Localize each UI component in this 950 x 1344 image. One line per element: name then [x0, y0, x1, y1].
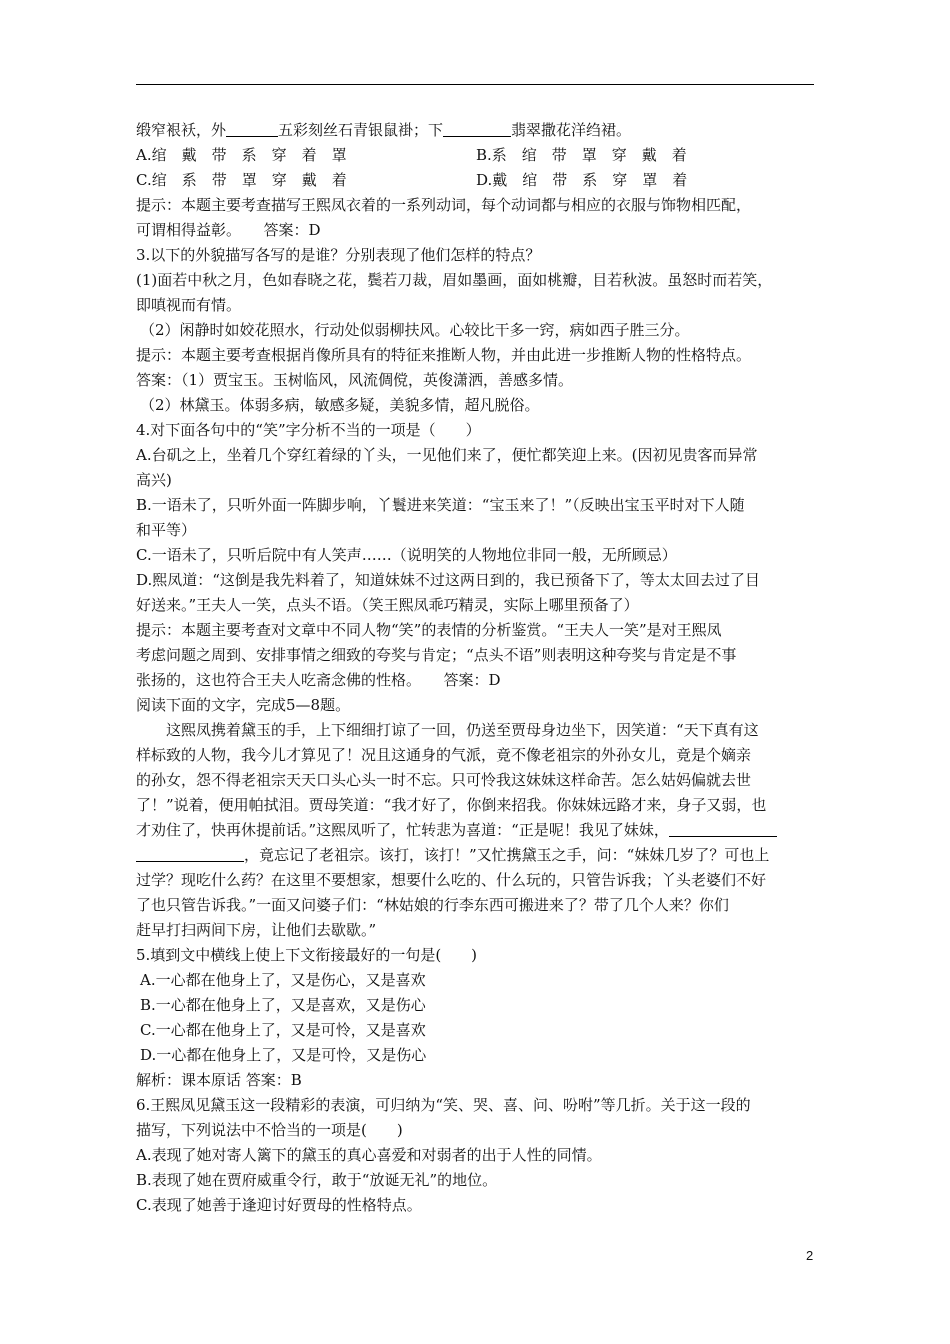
q4-option-d: D.熙凤道：“这倒是我先料着了，知道妹妹不过这两日到的，我已预备下了，等太太回去过了目	[136, 571, 760, 589]
q2-answer: 可谓相得益彰。 答案：D	[136, 221, 321, 239]
answer-blank	[669, 820, 777, 837]
q3-hint: 提示：本题主要考查根据肖像所具有的特征来推断人物，并由此进一步推断人物的性格特点。	[136, 346, 752, 364]
q3-question: 3.以下的外貌描写各写的是谁？分别表现了他们怎样的特点？	[136, 246, 541, 264]
q2-option-a: A.绾 戴 带 系 穿 着 罩	[136, 146, 347, 164]
q3-passage-2: （2）闲静时如姣花照水，行动处似弱柳扶风。心较比干多一窍，病如西子胜三分。	[140, 321, 690, 339]
q5-option-c: C.一心都在他身上了，又是可怜，又是喜欢	[140, 1021, 426, 1039]
answer-blank	[443, 120, 511, 137]
reading-line: 赶早打扫两间下房，让他们去歇歇。”	[136, 921, 377, 939]
q6-option-c: C.表现了她善于逢迎讨好贾母的性格特点。	[136, 1196, 422, 1214]
q2-option-b: B.系 绾 带 罩 穿 戴 着	[476, 146, 687, 164]
q6-option-a: A.表现了她对寄人篱下的黛玉的真心喜爱和对弱者的出于人性的同情。	[136, 1146, 602, 1164]
q2-options-row2	[136, 168, 816, 193]
q6-option-b: B.表现了她在贾府威重令行，敢于“放诞无礼”的地位。	[136, 1171, 498, 1189]
q2-option-d: D.戴 绾 带 系 穿 罩 着	[476, 171, 688, 189]
q2-hint: 提示：本题主要考查描写王熙凤衣着的一系列动词，每个动词都与相应的衣服与饰物相匹配，	[136, 196, 752, 214]
q4-option-b-cont: 和平等）	[136, 521, 197, 539]
answer-blank	[136, 845, 244, 862]
q2-option-c: C.绾 系 带 罩 穿 戴 着	[136, 171, 347, 189]
q3-passage-1: (1)面若中秋之月，色如春晓之花，鬓若刀裁，眉如墨画，面如桃瓣，目若秋波。虽怒时而若笑，	[136, 271, 773, 289]
q4-option-a-cont: 高兴)	[136, 471, 172, 489]
q4-answer: 张扬的，这也符合王夫人吃斋念佛的性格。 答案：D	[136, 671, 501, 689]
q2-stem: 缎窄裉袄，外 五彩刻丝石青银鼠褂；下 翡翠撒花洋绉裙。	[136, 121, 632, 139]
q4-hint-cont: 考虑问题之周到、安排事情之细致的夸奖与肯定；“点头不语”则表明这种夸奖与肯定是不事	[136, 646, 737, 664]
reading-line: 才劝住了，快再休提前话。”这熙凤听了，忙转悲为喜道：“正是呢！我见了妹妹，	[136, 818, 816, 843]
q3-answer-2: （2）林黛玉。体弱多病，敏感多疑，美貌多情，超凡脱俗。	[140, 396, 540, 414]
reading-line: 了！”说着，便用帕拭泪。贾母笑道：“我才好了，你倒来招我。你妹妹远路才来，身子又弱，也	[136, 796, 767, 814]
reading-line: 的孙女，怨不得老祖宗天天口头心头一时不忘。只可怜我这妹妹这样命苦。怎么姑妈偏就去世	[136, 771, 752, 789]
reading-line: 过学？现吃什么药？在这里不要想家，想要什么吃的、什么玩的，只管告诉我；丫头老婆们不好	[136, 871, 767, 889]
q5-option-a: A.一心都在他身上了，又是伤心，又是喜欢	[140, 971, 426, 989]
q5-option-d: D.一心都在他身上了，又是可怜，又是伤心	[140, 1046, 427, 1064]
q4-option-a: A.台矶之上，坐着几个穿红着绿的丫头，一见他们来了，便忙都笑迎上来。(因初见贵客而异常	[136, 446, 758, 464]
reading-line: 了也只管告诉我。”一面又问婆子们：“林姑娘的行李东西可搬进来了？带了几个人来？你们	[136, 896, 729, 914]
q4-option-b: B.一语未了，只听外面一阵脚步响，丫鬟进来笑道：“宝玉来了！”（反映出宝玉平时对下人随	[136, 496, 745, 514]
q5-question: 5.填到文中横线上使上下文衔接最好的一句是( )	[136, 946, 478, 964]
header-rule	[136, 84, 814, 85]
reading-line: ，竟忘记了老祖宗。该打，该打！”又忙携黛玉之手，问：“妹妹几岁了？可也上	[136, 843, 816, 868]
page-number: 2	[806, 1248, 814, 1263]
q4-option-c: C.一语未了，只听后院中有人笑声……（说明笑的人物地位非同一般，无所顾忌）	[136, 546, 677, 564]
q4-question: 4.对下面各句中的“笑”字分析不当的一项是（ ）	[136, 421, 481, 439]
q4-hint: 提示：本题主要考查对文章中不同人物“笑”的表情的分析鉴赏。“王夫人一笑”是对王熙凤	[136, 621, 722, 639]
q5-analysis: 解析：课本原话 答案：B	[136, 1071, 302, 1089]
reading-line: 样标致的人物，我今儿才算见了！况且这通身的气派，竟不像老祖宗的外孙女儿，竟是个嫡亲	[136, 746, 752, 764]
q3-passage-1-cont: 即嗔视而有情。	[136, 296, 242, 314]
q2-options-row1	[136, 143, 816, 168]
q4-option-d-cont: 好送来。”王夫人一笑，点头不语。（笑王熙凤乖巧精灵，实际上哪里预备了）	[136, 596, 639, 614]
q6-question-cont: 描写，下列说法中不恰当的一项是( )	[136, 1121, 403, 1139]
q6-question: 6.王熙凤见黛玉这一段精彩的表演，可归纳为“笑、哭、喜、问、吩咐”等几折。关于这一段的	[136, 1096, 751, 1114]
reading-line: 这熙凤携着黛玉的手，上下细细打谅了一回，仍送至贾母身边坐下，因笑道：“天下真有这	[166, 721, 759, 739]
page-body	[136, 118, 816, 1218]
q5-option-b: B.一心都在他身上了，又是喜欢，又是伤心	[140, 996, 426, 1014]
q3-answer-1: 答案：（1）贾宝玉。玉树临风，风流倜傥，英俊潇洒，善感多情。	[136, 371, 574, 389]
answer-blank	[226, 120, 278, 137]
reading-intro: 阅读下面的文字，完成5—8题。	[136, 696, 351, 714]
